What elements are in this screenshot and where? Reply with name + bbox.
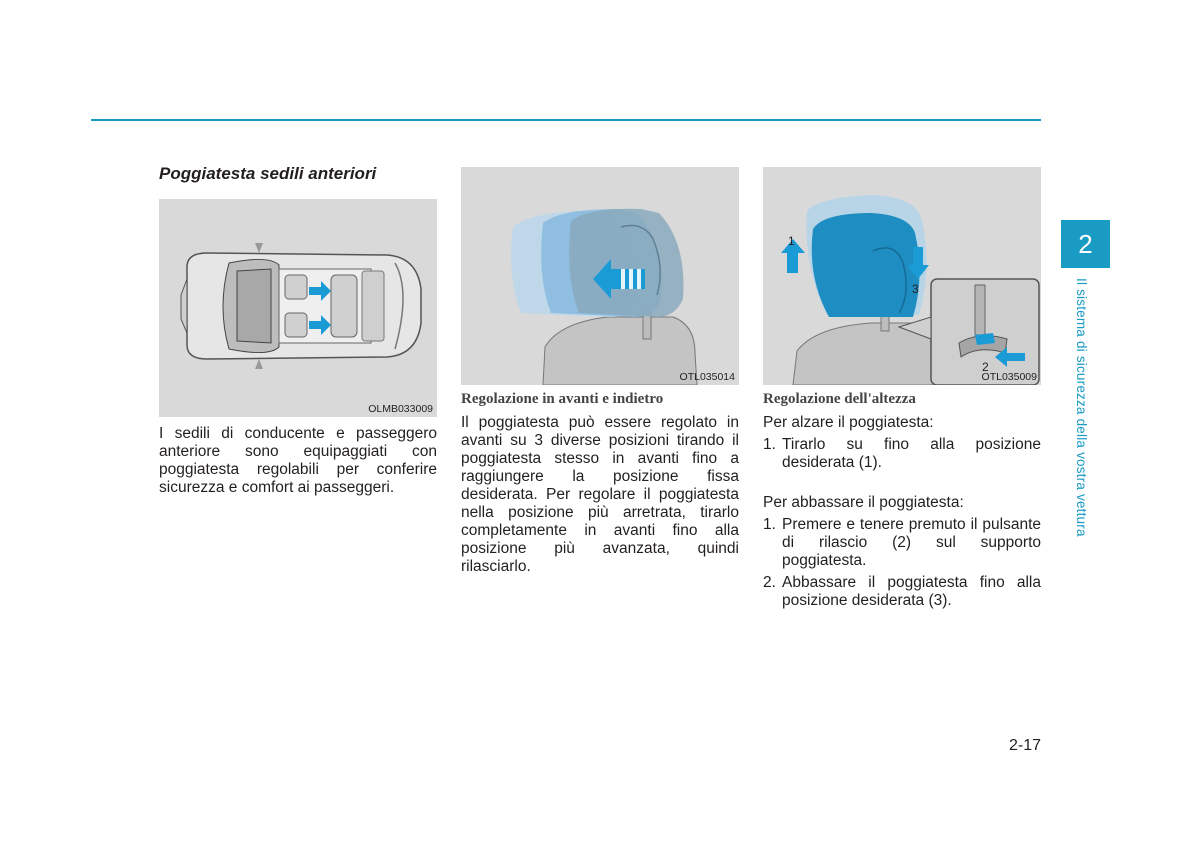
svg-text:1: 1	[788, 234, 795, 248]
chapter-title: Il sistema di sicurezza della vostra vettura	[1074, 278, 1089, 537]
list-item: 1. Premere e tenere premuto il pulsante di rilascio (2) sul supporto poggiatesta.	[763, 516, 1041, 569]
section-title: Poggiatesta sedili anteriori	[159, 164, 377, 183]
figure-car-top-view	[159, 199, 437, 417]
column-front-headrests	[159, 160, 437, 497]
svg-text:2: 2	[982, 360, 989, 374]
column-forward-adjustment	[461, 160, 739, 576]
lower-steps	[763, 516, 1041, 610]
forward-paragraph: Il poggiatesta può essere regolato in avanti su 3 diverse posizioni tirando il poggiatesta stesso in avanti fino a raggiungere la posizione fissa desiderata. Per regolare il poggiatesta nella posizione più arretrata, tirarlo completamente in avanti fino alla posizione più avanzata, quindi rilasciarlo.	[461, 414, 739, 575]
page-number: 2-17	[1008, 737, 1041, 754]
svg-text:3: 3	[912, 282, 919, 296]
figure-headrest-forward	[461, 167, 739, 385]
intro-paragraph: I sedili di conducente e passeggero anteriore sono equipaggiati con poggiatesta regolabili per conferire sicurezza e comfort ai passeggeri.	[159, 425, 437, 496]
headrest-height-illustration	[763, 167, 1041, 385]
raise-intro: Per alzare il poggiatesta:	[763, 414, 934, 431]
raise-steps	[763, 436, 1041, 472]
figure-code: OTL035009	[981, 371, 1037, 383]
headrest-forward-illustration	[461, 167, 739, 385]
header-rule	[91, 119, 1041, 121]
subtitle: Regolazione in avanti e indietro	[461, 391, 664, 407]
figure-headrest-height	[763, 167, 1041, 385]
column-height-adjustment	[763, 160, 1041, 614]
list-item: 2. Abbassare il poggiatesta fino alla posizione desiderata (3).	[763, 574, 1041, 609]
figure-code: OTL035014	[679, 371, 735, 383]
figure-code: OLMB033009	[368, 403, 433, 415]
subtitle: Regolazione dell'altezza	[763, 391, 916, 407]
chapter-tab: 2	[1061, 220, 1110, 268]
car-top-view-illustration	[159, 199, 437, 417]
lower-intro: Per abbassare il poggiatesta:	[763, 494, 964, 511]
list-item: 1. Tirarlo su fino alla posizione desiderata (1).	[763, 436, 1041, 471]
